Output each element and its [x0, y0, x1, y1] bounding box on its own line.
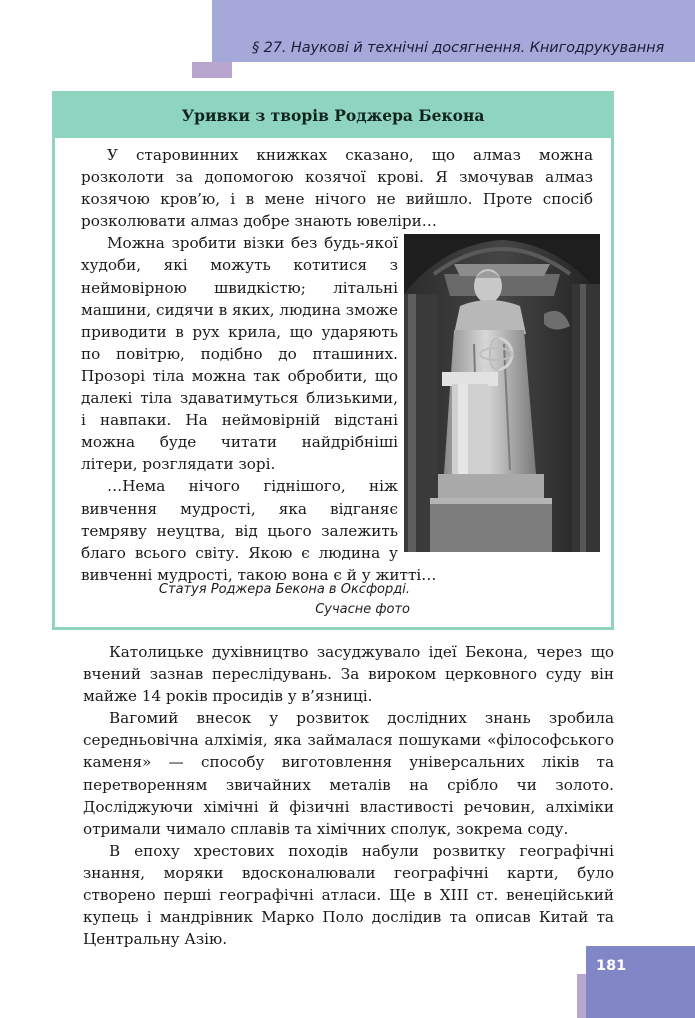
photo-caption	[105, 580, 410, 620]
excerpt-title: Уривки з творів Роджера Бекона	[55, 94, 611, 138]
main-text	[83, 641, 614, 950]
excerpt-text	[81, 144, 593, 586]
excerpt-box	[52, 91, 614, 630]
body-paragraph: Католицьке духівництво засуджувало ідеї Бекона, через що вчений зазнав переслідувань. За вироком церковного суду він майже 14 років просидів у в’язниці.	[83, 643, 614, 706]
roger-bacon-statue-photo	[404, 234, 600, 552]
body-paragraph: В епоху хрестових походів набули розвитку географічні знання, моряки вдосконалювали географічні карти, було створено перші географічні атласи. Ще в XIII ст. венеційський купець і мандрівник Марко Поло дослідив та описав Китай та Центральну Азію.	[83, 841, 614, 949]
section-title: § 27. Наукові й технічні досягнення. Книгодрукування	[252, 40, 665, 56]
excerpt-paragraph: Можна зробити візки без будь-якої худоби, які можуть котитися з неймовірною швидкістю; літальні машини, сидячи в яких, людина зможе приводити в рух крила, що ударяють по повітрю, подібно до пташиних. Прозорі тіла можна так обробити, що далекі тіла здаватимуться близькими, і навпаки. На неймовірній відстані можна буде читати найдрібніші літери, розглядати зорі.	[81, 234, 398, 474]
caption-line: Статуя Роджера Бекона в Оксфорді.	[158, 582, 410, 597]
header-tab-fold	[192, 62, 232, 78]
page-number: 181	[596, 958, 627, 974]
excerpt-paragraph: У старовинних книжках сказано, що алмаз можна розколоти за допомогою козячої крові. Я змочував алмаз козячою кров’ю, і в мене нічого не вийшло. Проте спосіб розколювати алмаз добре знають ювеліри…	[81, 146, 593, 231]
page-number-tab	[586, 946, 695, 1018]
excerpt-paragraph: …Нема нічого гіднішого, ніж вивчення мудрості, яка відганяє темряву неуцтва, від цього залежить благо всього світу. Якою є людина у вивченні мудрості, такою вона є й у житті…	[81, 477, 437, 584]
body-paragraph: Вагомий внесок у розвиток дослідних знань зробила середньовічна алхімія, яка займалася пошуками «філософського каменя» — способу виготовлення універсальних ліків та перетворенням звичайних металів на срібло чи золото. Досліджуючи хімічні й фізичні властивості речовин, алхіміки отримали чимало сплавів та хімічних сполук, зокрема соду.	[83, 709, 614, 838]
caption-line: Сучасне фото	[315, 602, 410, 617]
